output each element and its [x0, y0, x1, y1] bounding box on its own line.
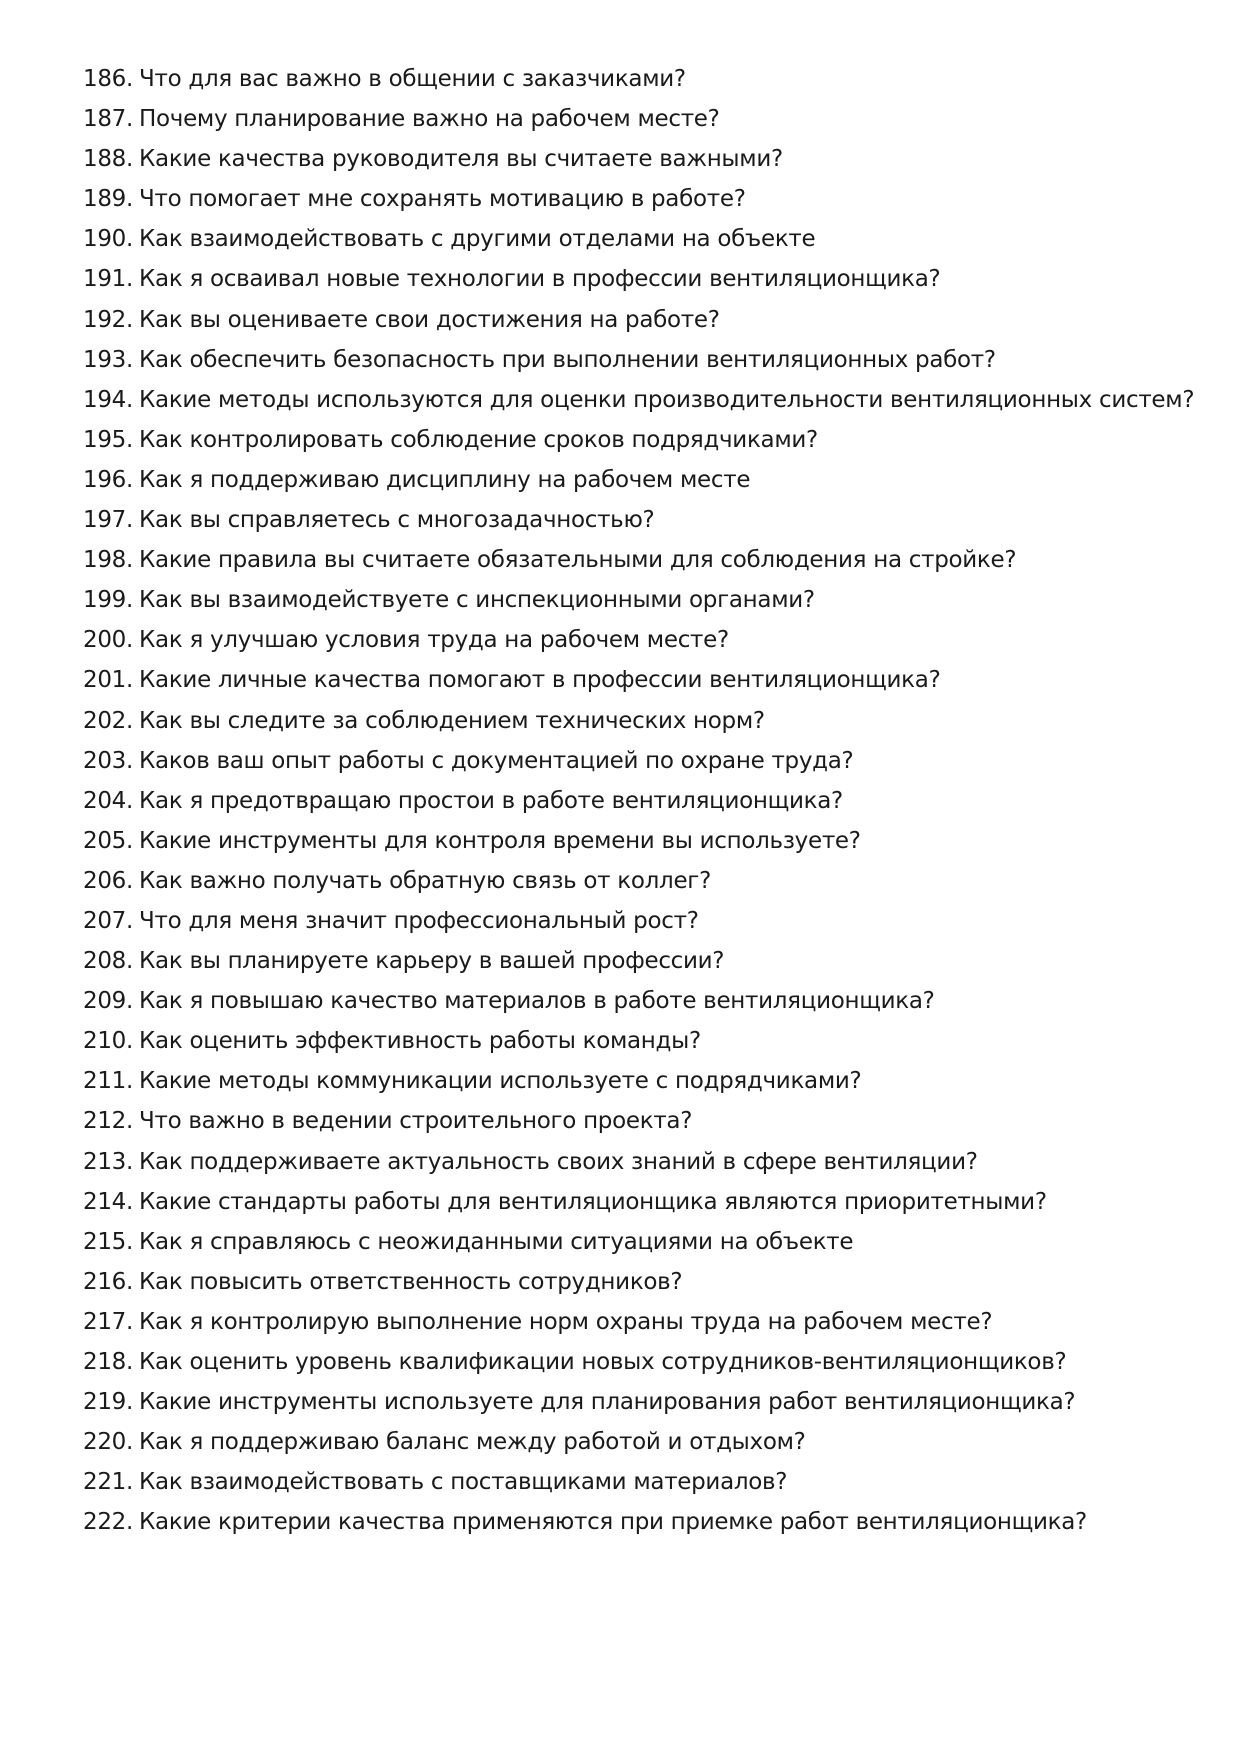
question-text: Какие критерии качества применяются при приемке работ вентиляционщика?	[139, 1509, 1087, 1536]
question-text: Как вы планируете карьеру в вашей профессии?	[139, 948, 725, 975]
question-text: Как я предотвращаю простои в работе вентиляционщика?	[139, 787, 843, 814]
question-number: 186.	[83, 66, 134, 92]
question-text: Как поддерживаете актуальность своих знаний в сфере вентиляции?	[139, 1148, 978, 1175]
question-number: 197.	[83, 507, 134, 534]
question-item	[83, 781, 1203, 821]
question-text: Как вы справляетесь с многозадачностью?	[139, 507, 655, 534]
question-number: 202.	[83, 707, 134, 734]
question-item	[83, 1142, 1203, 1182]
question-text: Какие методы используются для оценки производительности вентиляционных систем?	[139, 386, 1195, 413]
question-text: Как я повышаю качество материалов в работе вентиляционщика?	[139, 988, 935, 1015]
question-number: 193.	[83, 346, 134, 373]
question-number: 207.	[83, 907, 134, 934]
question-number: 216.	[83, 1268, 134, 1295]
question-text: Как вы следите за соблюдением технических норм?	[139, 707, 765, 734]
question-item	[83, 1422, 1203, 1462]
question-number: 194.	[83, 386, 134, 413]
question-item	[83, 1222, 1203, 1262]
question-item	[83, 500, 1203, 540]
question-text: Как оценить эффективность работы команды?	[139, 1028, 701, 1055]
question-item	[83, 1302, 1203, 1342]
question-text: Какие инструменты для контроля времени вы используете?	[139, 827, 861, 854]
question-number: 219.	[83, 1389, 134, 1416]
question-item	[83, 660, 1203, 700]
question-number: 201.	[83, 667, 134, 694]
question-item	[83, 1061, 1203, 1101]
question-text: Как оценить уровень квалификации новых сотрудников-вентиляционщиков?	[139, 1349, 1067, 1375]
question-number: 188.	[83, 146, 134, 173]
question-number: 217.	[83, 1308, 134, 1335]
question-number: 212.	[83, 1108, 134, 1135]
question-item	[83, 1502, 1203, 1542]
question-item	[83, 540, 1203, 580]
question-text: Какие инструменты используете для планирования работ вентиляционщика?	[139, 1389, 1076, 1416]
question-item	[83, 1101, 1203, 1141]
question-text: Как я осваивал новые технологии в профессии вентиляционщика?	[139, 266, 941, 293]
question-item	[83, 1262, 1203, 1302]
question-text: Как вы оцениваете свои достижения на работе?	[139, 306, 720, 333]
question-text: Какие качества руководителя вы считаете важными?	[139, 146, 783, 173]
question-text: Что для меня значит профессиональный рост?	[139, 907, 699, 934]
question-text: Что помогает мне сохранять мотивацию в работе?	[139, 186, 746, 213]
question-number: 199.	[83, 587, 134, 614]
question-item	[83, 420, 1203, 460]
question-text: Какие личные качества помогают в профессии вентиляционщика?	[139, 667, 941, 694]
question-number: 192.	[83, 306, 134, 333]
question-item	[83, 580, 1203, 620]
question-item	[83, 340, 1203, 380]
question-item	[83, 1182, 1203, 1222]
question-number: 200.	[83, 627, 134, 654]
question-number: 210.	[83, 1028, 134, 1055]
question-item	[83, 620, 1203, 660]
question-text: Как я поддерживаю дисциплину на рабочем месте	[139, 466, 751, 493]
question-item	[83, 1462, 1203, 1502]
question-text: Какие правила вы считаете обязательными для соблюдения на стройке?	[139, 547, 1017, 574]
question-item	[83, 219, 1203, 259]
question-number: 221.	[83, 1469, 134, 1496]
question-item	[83, 59, 1203, 99]
question-number: 222.	[83, 1509, 134, 1536]
question-number: 189.	[83, 186, 134, 213]
question-item	[83, 380, 1203, 420]
question-number: 195.	[83, 426, 134, 453]
question-text: Как взаимодействовать с другими отделами на объекте	[139, 226, 816, 253]
question-text: Как я контролирую выполнение норм охраны труда на рабочем месте?	[139, 1308, 993, 1335]
question-number: 190.	[83, 226, 134, 253]
question-item	[83, 981, 1203, 1021]
question-number: 218.	[83, 1349, 134, 1375]
question-number: 187.	[83, 106, 134, 133]
question-item	[83, 741, 1203, 781]
question-number: 191.	[83, 266, 134, 293]
question-item	[83, 179, 1203, 219]
question-item	[83, 941, 1203, 981]
question-item	[83, 1342, 1203, 1382]
question-number: 209.	[83, 988, 134, 1015]
question-number: 204.	[83, 787, 134, 814]
question-number: 205.	[83, 827, 134, 854]
question-item	[83, 701, 1203, 741]
question-item	[83, 821, 1203, 861]
question-text: Как обеспечить безопасность при выполнении вентиляционных работ?	[139, 346, 996, 373]
question-item	[83, 1382, 1203, 1422]
question-text: Как повысить ответственность сотрудников?	[139, 1268, 683, 1295]
question-number: 198.	[83, 547, 134, 574]
question-text: Каков ваш опыт работы с документацией по охране труда?	[139, 747, 854, 774]
question-text: Как я поддерживаю баланс между работой и отдыхом?	[139, 1429, 806, 1456]
question-text: Как вы взаимодействуете с инспекционными органами?	[139, 587, 815, 614]
question-number: 211.	[83, 1068, 134, 1095]
question-item	[83, 460, 1203, 500]
question-text: Как я справляюсь с неожиданными ситуациями на объекте	[139, 1228, 854, 1255]
question-item	[83, 99, 1203, 139]
question-item	[83, 259, 1203, 299]
question-number: 214.	[83, 1188, 134, 1215]
question-item	[83, 300, 1203, 340]
question-text: Какие стандарты работы для вентиляционщика являются приоритетными?	[139, 1188, 1047, 1215]
question-text: Что важно в ведении строительного проекта?	[139, 1108, 693, 1135]
question-text: Как важно получать обратную связь от коллег?	[139, 867, 711, 894]
question-text: Как я улучшаю условия труда на рабочем месте?	[139, 627, 729, 654]
question-text: Как контролировать соблюдение сроков подрядчиками?	[139, 426, 818, 453]
question-text: Почему планирование важно на рабочем месте?	[139, 106, 720, 133]
question-number: 215.	[83, 1228, 134, 1255]
question-number: 206.	[83, 867, 134, 894]
question-item	[83, 861, 1203, 901]
question-item	[83, 139, 1203, 179]
question-text: Как взаимодействовать с поставщиками материалов?	[139, 1469, 788, 1496]
question-text: Что для вас важно в общении с заказчиками?	[139, 66, 686, 92]
question-item	[83, 1021, 1203, 1061]
question-text: Какие методы коммуникации используете с подрядчиками?	[139, 1068, 862, 1095]
question-number: 220.	[83, 1429, 134, 1456]
question-list	[83, 59, 1203, 1542]
question-item	[83, 901, 1203, 941]
question-number: 208.	[83, 948, 134, 975]
question-number: 213.	[83, 1148, 134, 1175]
question-number: 196.	[83, 466, 134, 493]
question-number: 203.	[83, 747, 134, 774]
